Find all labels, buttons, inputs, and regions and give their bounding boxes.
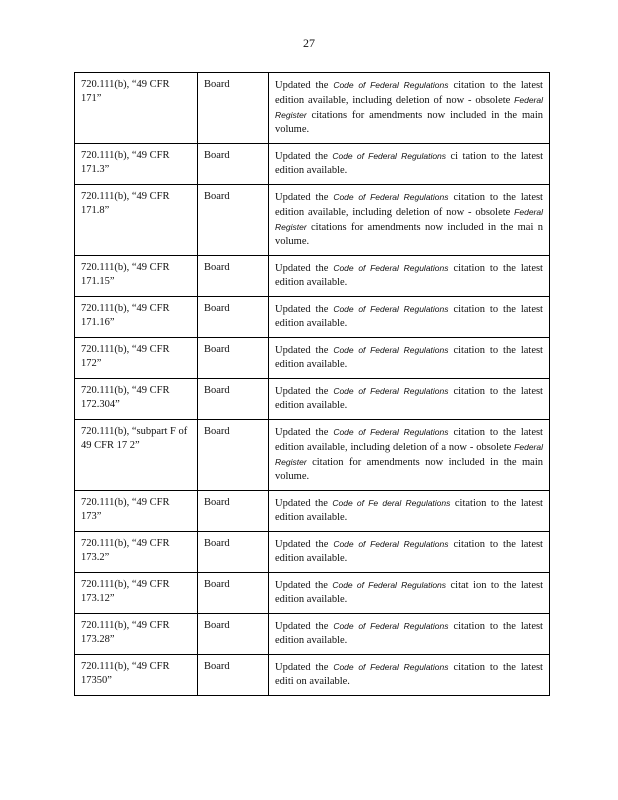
description-cell [269,420,550,491]
description-text: Updated the [275,539,334,550]
cfr-citation: Code of Fe deral Regulations [332,498,451,508]
description-text: citation to the latest editi on available. [275,662,543,687]
table-row [75,573,550,614]
cfr-citation: Code of Federal Regulations [332,580,447,590]
cfr-citation: Code of Federal Regulations [333,427,449,437]
description-text: Updated the [275,386,334,397]
description-text: citation to the latest edition available, including deletion of now - obsolete [275,80,543,106]
description-cell [269,256,550,297]
description-text: Updated the [275,263,334,274]
federal-register-citation: Federal Register [275,207,543,232]
description-cell [269,338,550,379]
table-row [75,491,550,532]
section-cell: 720.111(b), “subpart F of 49 CFR 17 2” [75,420,198,491]
cfr-citation: Code of Federal Regulations [333,662,449,672]
table-row [75,256,550,297]
section-cell: 720.111(b), “49 CFR 173.28” [75,614,198,655]
cfr-citation: Code of Federal Regulations [332,151,447,161]
section-cell: 720.111(b), “49 CFR 171.15” [75,256,198,297]
section-cell: 720.111(b), “49 CFR 173” [75,491,198,532]
description-text: Updated the [275,345,334,356]
agency-cell: Board [198,491,269,532]
table-row [75,420,550,491]
cfr-citation: Code of Federal Regulations [333,345,449,355]
agency-cell: Board [198,297,269,338]
description-text: Updated the [275,498,333,509]
description-text: Updated the [275,80,334,91]
description-text: citation to the latest edition available, including deletion of a now - obsolete [275,427,543,453]
section-cell: 720.111(b), “49 CFR 171.16” [75,297,198,338]
description-text: citation to the latest edition available. [275,539,543,564]
description-text: citations for amendments now included in the main volume. [275,110,543,135]
agency-cell: Board [198,655,269,696]
table-row [75,73,550,144]
agency-cell: Board [198,573,269,614]
section-cell: 720.111(b), “49 CFR 17350” [75,655,198,696]
federal-register-citation: Federal Register [275,95,543,120]
description-text: citation to the latest edition available. [275,345,543,370]
section-cell: 720.111(b), “49 CFR 171” [75,73,198,144]
agency-cell: Board [198,144,269,185]
section-cell: 720.111(b), “49 CFR 173.12” [75,573,198,614]
description-text: citation to the latest edition available. [275,621,543,646]
description-text: citation for amendments now included in the main volume. [275,457,543,482]
table-row [75,338,550,379]
section-cell: 720.111(b), “49 CFR 172.304” [75,379,198,420]
agency-cell: Board [198,614,269,655]
cfr-citation: Code of Federal Regulations [333,263,449,273]
description-text: ci tation to the latest edition available. [275,151,543,176]
cfr-citation: Code of Federal Regulations [333,192,449,202]
description-text: citations for amendments now included in the mai n volume. [275,222,543,247]
description-cell [269,573,550,614]
agency-cell: Board [198,420,269,491]
description-text: Updated the [275,151,333,162]
agency-cell: Board [198,379,269,420]
description-text: citation to the latest edition available. [275,498,543,523]
cfr-citation: Code of Federal Regulations [333,539,449,549]
description-cell [269,532,550,573]
cfr-citation: Code of Federal Regulations [333,621,449,631]
description-text: citation to the latest edition available. [275,263,543,288]
description-cell [269,379,550,420]
description-cell [269,73,550,144]
section-cell: 720.111(b), “49 CFR 171.8” [75,185,198,256]
description-cell [269,655,550,696]
table-row [75,185,550,256]
description-text: Updated the [275,580,333,591]
table-row [75,532,550,573]
description-cell [269,614,550,655]
table-row [75,614,550,655]
table-row [75,655,550,696]
section-cell: 720.111(b), “49 CFR 172” [75,338,198,379]
federal-register-citation: Federal Register [275,442,543,467]
table-row [75,379,550,420]
section-cell: 720.111(b), “49 CFR 173.2” [75,532,198,573]
description-cell [269,185,550,256]
description-text: Updated the [275,304,334,315]
description-cell [269,491,550,532]
description-text: citat ion to the latest edition available. [275,580,543,605]
table-row [75,297,550,338]
description-text: citation to the latest edition available, including deletion of now - obsolete [275,192,543,218]
description-text: Updated the [275,662,334,673]
agency-cell: Board [198,338,269,379]
description-cell [269,144,550,185]
description-text: Updated the [275,192,334,203]
description-cell [269,297,550,338]
cfr-citation: Code of Federal Regulations [333,80,449,90]
table-row [75,144,550,185]
agency-cell: Board [198,532,269,573]
agency-cell: Board [198,185,269,256]
page-number: 27 [303,36,315,50]
section-cell: 720.111(b), “49 CFR 171.3” [75,144,198,185]
description-text: citation to the latest edition available. [275,304,543,329]
description-text: Updated the [275,427,334,438]
agency-cell: Board [198,256,269,297]
cfr-citation: Code of Federal Regulations [333,386,449,396]
description-text: Updated the [275,621,334,632]
amendments-table [74,72,550,696]
description-text: citation to the latest edition available. [275,386,543,411]
agency-cell: Board [198,73,269,144]
cfr-citation: Code of Federal Regulations [333,304,449,314]
